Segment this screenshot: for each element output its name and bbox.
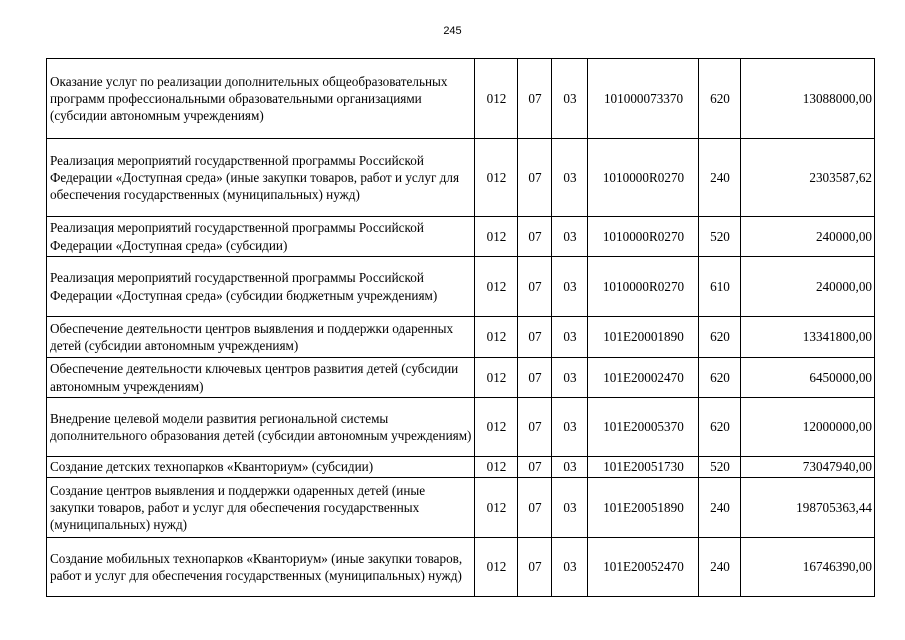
subsection-code-cell: 03 (552, 257, 588, 317)
ministry-code-cell: 012 (475, 317, 518, 358)
amount-cell: 12000000,00 (741, 398, 875, 457)
table-row (47, 398, 875, 457)
ministry-code-cell: 012 (475, 59, 518, 139)
subsection-code-cell: 03 (552, 317, 588, 358)
expense-type-cell: 610 (699, 257, 741, 317)
amount-cell: 6450000,00 (741, 358, 875, 398)
subsection-code-cell: 03 (552, 59, 588, 139)
table-row (47, 457, 875, 478)
expense-type-cell: 240 (699, 478, 741, 538)
amount-cell: 198705363,44 (741, 478, 875, 538)
ministry-code-cell: 012 (475, 457, 518, 478)
expense-type-cell: 520 (699, 217, 741, 257)
subsection-code-cell: 03 (552, 538, 588, 597)
description-cell: Обеспечение деятельности ключевых центров развития детей (субсидии автономным учреждениям) (47, 358, 475, 398)
description-cell: Создание детских технопарков «Кванториум» (субсидии) (47, 457, 475, 478)
subsection-code-cell: 03 (552, 457, 588, 478)
section-code-cell: 07 (518, 217, 552, 257)
target-article-cell: 101E20002470 (588, 358, 699, 398)
section-code-cell: 07 (518, 139, 552, 217)
description-cell: Внедрение целевой модели развития региональной системы дополнительного образования детей (субсидии автономным учреждениям) (47, 398, 475, 457)
table-row (47, 358, 875, 398)
table-row (47, 478, 875, 538)
ministry-code-cell: 012 (475, 257, 518, 317)
amount-cell: 240000,00 (741, 257, 875, 317)
amount-cell: 16746390,00 (741, 538, 875, 597)
description-cell: Оказание услуг по реализации дополнительных общеобразовательных программ профессиональными образовательными организациями (субсидии автономным учреждениям) (47, 59, 475, 139)
target-article-cell: 101E20051730 (588, 457, 699, 478)
target-article-cell: 101000073370 (588, 59, 699, 139)
table-row (47, 217, 875, 257)
description-cell: Обеспечение деятельности центров выявления и поддержки одаренных детей (субсидии автономным учреждениям) (47, 317, 475, 358)
section-code-cell: 07 (518, 317, 552, 358)
section-code-cell: 07 (518, 358, 552, 398)
ministry-code-cell: 012 (475, 478, 518, 538)
target-article-cell: 1010000R0270 (588, 217, 699, 257)
table-row (47, 257, 875, 317)
section-code-cell: 07 (518, 478, 552, 538)
expense-type-cell: 620 (699, 317, 741, 358)
page-number: 245 (443, 25, 462, 37)
amount-cell: 2303587,62 (741, 139, 875, 217)
subsection-code-cell: 03 (552, 139, 588, 217)
amount-cell: 13088000,00 (741, 59, 875, 139)
budget-table (46, 58, 875, 597)
subsection-code-cell: 03 (552, 478, 588, 538)
ministry-code-cell: 012 (475, 358, 518, 398)
target-article-cell: 1010000R0270 (588, 139, 699, 217)
amount-cell: 73047940,00 (741, 457, 875, 478)
section-code-cell: 07 (518, 457, 552, 478)
table-row (47, 538, 875, 597)
table-body (47, 59, 875, 597)
section-code-cell: 07 (518, 538, 552, 597)
table-row (47, 59, 875, 139)
description-cell: Создание мобильных технопарков «Кванториум» (иные закупки товаров, работ и услуг для обеспечения государственных (муниципальных) нужд) (47, 538, 475, 597)
target-article-cell: 101E20051890 (588, 478, 699, 538)
target-article-cell: 1010000R0270 (588, 257, 699, 317)
ministry-code-cell: 012 (475, 398, 518, 457)
description-cell: Реализация мероприятий государственной программы Российской Федерации «Доступная среда» (субсидии) (47, 217, 475, 257)
subsection-code-cell: 03 (552, 398, 588, 457)
description-cell: Создание центров выявления и поддержки одаренных детей (иные закупки товаров, работ и услуг для обеспечения государственных (муниципальных) нужд) (47, 478, 475, 538)
expense-type-cell: 240 (699, 538, 741, 597)
table-row (47, 139, 875, 217)
target-article-cell: 101E20005370 (588, 398, 699, 457)
expense-type-cell: 620 (699, 59, 741, 139)
section-code-cell: 07 (518, 398, 552, 457)
description-cell: Реализация мероприятий государственной программы Российской Федерации «Доступная среда» (иные закупки товаров, работ и услуг для обеспечения государственных (муниципальных) нужд) (47, 139, 475, 217)
section-code-cell: 07 (518, 59, 552, 139)
target-article-cell: 101E20001890 (588, 317, 699, 358)
expense-type-cell: 620 (699, 358, 741, 398)
ministry-code-cell: 012 (475, 538, 518, 597)
ministry-code-cell: 012 (475, 217, 518, 257)
expense-type-cell: 520 (699, 457, 741, 478)
ministry-code-cell: 012 (475, 139, 518, 217)
subsection-code-cell: 03 (552, 217, 588, 257)
subsection-code-cell: 03 (552, 358, 588, 398)
expense-type-cell: 620 (699, 398, 741, 457)
amount-cell: 13341800,00 (741, 317, 875, 358)
table-row (47, 317, 875, 358)
description-cell: Реализация мероприятий государственной программы Российской Федерации «Доступная среда» (субсидии бюджетным учреждениям) (47, 257, 475, 317)
amount-cell: 240000,00 (741, 217, 875, 257)
target-article-cell: 101E20052470 (588, 538, 699, 597)
section-code-cell: 07 (518, 257, 552, 317)
expense-type-cell: 240 (699, 139, 741, 217)
